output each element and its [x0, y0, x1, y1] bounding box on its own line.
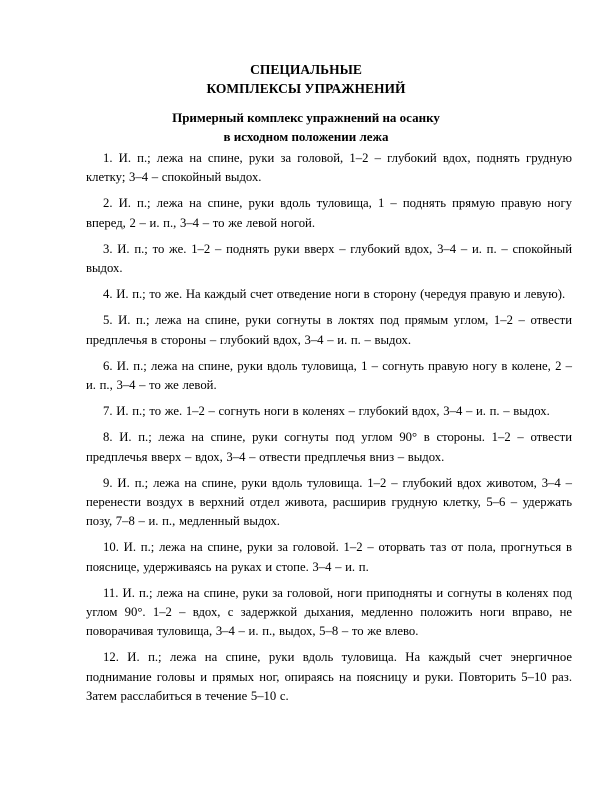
exercise-item-10: 10. И. п.; лежа на спине, руки за головой. 1–2 – оторвать таз от пола, прогнуться в пояснице, удерживаясь на руках и стопе. 3–4 – и. п. [86, 540, 572, 574]
exercise-item-8: 8. И. п.; лежа на спине, руки согнуты под углом 90° в стороны. 1–2 – отвести предплечья вверх – вдох, 3–4 – отвести предплечья вниз – выдох. [86, 430, 572, 464]
section-heading-line-1: Примерный комплекс упражнений на осанку [172, 110, 440, 125]
exercise-item-4: 4. И. п.; то же. На каждый счет отведение ноги в сторону (чередуя правую и левую). [103, 287, 566, 302]
section-heading-line-2: в исходном положении лежа [223, 129, 389, 144]
exercise-item-11: 11. И. п.; лежа на спине, руки за головой, ноги приподняты и согнуты в коленях под углом 90°. 1–2 – вдох, с задержкой дыхания, медленно положить ноги вправо, не поворачивая туловища, 3–4 – и. п., выдох, 5–8 – то же влево. [86, 585, 572, 639]
exercise-item-2: 2. И. п.; лежа на спине, руки вдоль туловища, 1 – поднять прямую правую ногу вперед, 2 – и. п., 3–4 – то же левой ногой. [86, 196, 572, 230]
exercise-list [86, 149, 572, 713]
exercise-item-6: 6. И. п.; лежа на спине, руки вдоль туловища, 1 – согнуть правую ногу в колене, 2 – и. п., 3–4 – то же левой. [86, 358, 572, 393]
exercise-item-1: 1. И. п.; лежа на спине, руки за головой, 1–2 – глубокий вдох, поднять грудную клетку; 3–4 – спокойный выдох. [86, 151, 572, 185]
exercise-item-12: 12. И. п.; лежа на спине, руки вдоль туловища. На каждый счет энергичное поднимание головы и прямых ног, опираясь на поясницу и руки. Повторить 5–10 раз. Затем расслабиться в течение 5–10 с. [86, 650, 572, 703]
exercise-item-3: 3. И. п.; то же. 1–2 – поднять руки вверх – глубокий вдох, 3–4 – и. п. – спокойный выдох. [86, 241, 572, 276]
exercise-item-9: 9. И. п.; лежа на спине, руки вдоль туловища. 1–2 – глубокий вдох животом, 3–4 – перенести воздух в верхний отдел живота, расширив грудную клетку, 5–6 – удержать позу, 7–8 – и. п., медленный выдох. [86, 475, 572, 529]
document-title-line-2: КОМПЛЕКСЫ УПРАЖНЕНИЙ [206, 81, 406, 96]
exercise-item-7: 7. И. п.; то же. 1–2 – согнуть ноги в коленях – глубокий вдох, 3–4 – и. п. – выдох. [103, 404, 550, 419]
exercise-item-5: 5. И. п.; лежа на спине, руки согнуты в локтях под прямым углом, 1–2 – отвести предплечья в стороны – глубокий вдох, 3–4 – и. п. – выдох. [86, 313, 572, 347]
document-title-line-1: СПЕЦИАЛЬНЫЕ [250, 62, 362, 77]
